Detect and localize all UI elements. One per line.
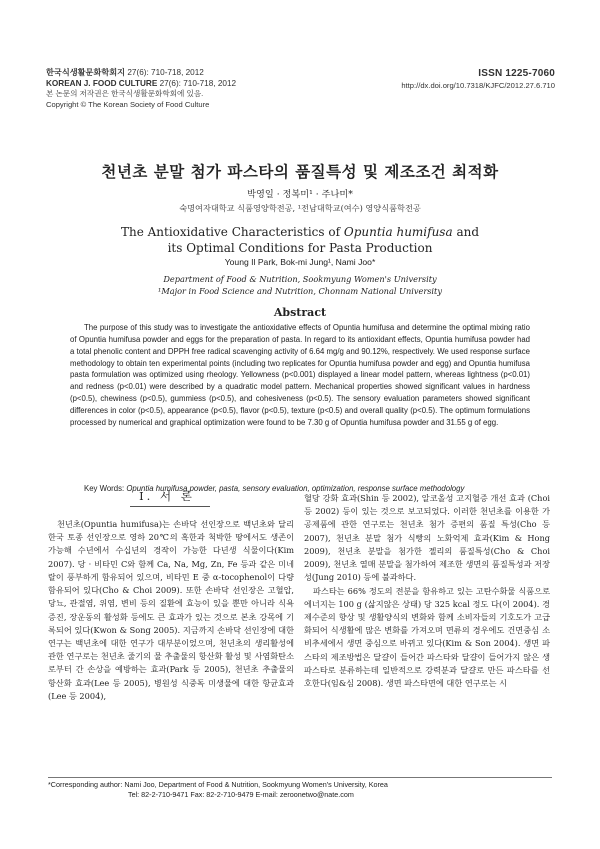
journal-ref-en: 27(6): 710-718, 2012 (157, 78, 237, 88)
identifier-block (401, 68, 555, 90)
footnote-contact: Tel: 82-2-710-9471 Fax: 82-2-710-9479 E-mail: zeroonetwo@nate.com (128, 789, 354, 799)
section-heading-introduction: Ⅰ. 서 론 (139, 489, 195, 503)
journal-name-en: KOREAN J. FOOD CULTURE (46, 78, 158, 88)
footnote-divider (48, 777, 552, 778)
issn: ISSN 1225-7060 (478, 68, 555, 79)
authors-korean: 박영일 · 정복미¹ · 주나미* (247, 189, 353, 200)
affiliations-english (0, 274, 600, 297)
title-korean: 천년초 분말 첨가 파스타의 품질특성 및 제조조건 최적화 (101, 162, 499, 181)
title-english-part2: and (452, 225, 480, 239)
authors-english: Young Il Park, Bok-mi Jung¹, Nami Joo* (224, 257, 376, 267)
abstract-heading: Abstract (273, 306, 327, 319)
footnote (48, 780, 552, 799)
doi-link[interactable]: http://dx.doi.org/10.7318/KJFC/2012.27.6.710 (401, 81, 555, 90)
footnote-author: *Corresponding author: Nami Joo, Department of Food & Nutrition, Sookmyung Women's University, Korea (48, 780, 388, 789)
journal-ref-kr: 27(6): 710-718, 2012 (125, 68, 204, 77)
keywords-list: Opuntia humifusa powder, pasta, sensory evaluation, optimization, response surface methodology (124, 484, 465, 493)
title-english (0, 225, 600, 256)
paragraph: 파스타는 66% 정도의 전분을 함유하고 있는 고탄수화물 식품으로 에너지는 100 g (삶지않은 상태) 당 325 kcal 정도 다(이 2004). 경제수준의 향상 및 생활양식의 변화와 함께 소비자들의 기호도가 고급화되어 식생활에 많은 변화를 가져오며 면류의 경우에도 건면중심 소비추세에서 생면 중심으로 바뀌고 있다(Kim & Son 2004). 생면 파스타의 제조방법은 달걀이 들어간 파스타와 달걀이 들어가지 않은 생파스타로 분류하는데 일반적으로 강력분과 달걀로 만든 파스타를 선호한다(임&심 2008). 생면 파스타면에 대한 연구로는 시 (304, 585, 550, 689)
title-english-line2: its Optimal Conditions for Pasta Production (167, 240, 433, 255)
journal-name-kr: 한국식생활문화학회지 (46, 68, 126, 77)
affiliations-korean: 숙명여자대학교 식품영양학전공, ¹전남대학교(여수) 영양식품학전공 (179, 203, 421, 213)
copyright-kr: 본 논문의 저작권은 한국식생활문화학회에 있음. (46, 89, 204, 98)
title-english-part1: The Antioxidative Characteristics of (120, 225, 344, 239)
section-underline (130, 506, 210, 507)
affiliation-english-2: ¹Major in Food Science and Nutrition, Chonnam National University (158, 285, 442, 296)
paragraph: 천년초(Opuntia humifusa)는 손바닥 선인장으로 백년초와 달리 한국 토종 선인장으로 영하 20℃의 혹한과 척박한 땅에서도 생존이 가능해 수년에서 수십년의 경작이 가능한 다년생 식물이다(Kim 2007). 당 · 비타민 C와 함께 Ca, Na, Mg, Zn, Fe 등과 같은 미네랄이 풍부하게 함유되어 있으며, 비타민 E 중 α-tocophenol이 다량 함유되어 있다(Cho & Choi 2009). 또한 손바닥 선인장은 고혈압, 당뇨, 관절염, 위염, 변비 등의 질환에 효능이 있을 뿐만 아니라 식욕증진, 장운동의 활성화 등에도 큰 효과가 있는 것으로 본초 강목에 기록되어 있다(Kwon & Song 2005). 지금까지 손바닥 선인장에 대한 연구는 백년초에 대한 연구가 대부분이었으며, 천년초의 생리활성에 관한 연구로는 천년초 줄기의 물 추출물의 항산화 활성 및 사염화탄소로부터 간 손상을 예방하는 효과(Park 등 2005), 천년초 추출물의 항산화 효과(Lee 등 2005), 병원성 식중독 미생물에 대한 항균효과(Lee 등 2004), (48, 519, 294, 701)
journal-header (46, 68, 236, 110)
copyright-en: Copyright © The Korean Society of Food Culture (46, 99, 210, 109)
keywords-label: Key Words: (84, 484, 125, 493)
affiliation-english-1: Department of Food & Nutrition, Sookmyung Women's University (163, 274, 437, 284)
right-column (304, 492, 550, 690)
abstract-body: The purpose of this study was to investigate the antioxidative effects of Opuntia humifusa and determine the optimal mixing ratio of Opuntia humifusa powder and eggs for the preparation of pasta. In regard to its antioxidant effects, Opuntia humifusa powder had a total phenolic content and DPPH free radical scavenging activity of 6.64 mg/g and 90.12%, respectively. We used response surface methodology to obtain ten experimental points (including two replicates for Opuntia humifusa powder and egg) and Opuntia humifusa pasta formulation was optimized using rheology. Yellowness (p<0.001) displayed a linear model pattern, whereas lightness (p<0.01) and redness (p<0.01) were described by a quadratic model pattern. Mechanical properties showed significant values in hardness (p<0.5), chewiness (p<0.5), gummiess (p<0.5), and cohesiveness (p<0.5). The sensory evaluation parameters showed significant differences in color (p<0.5), appearance (p<0.5), flavor (p<0.5), texture (p<0.5) and overall quality (p<0.5). The optimum formulations processed by numerical and graphical optimization were found to be 7.30 g of Opuntia humifusa powder and 31.55 g of egg. (70, 323, 530, 427)
left-column (48, 518, 294, 703)
paragraph: 혈당 강화 효과(Shin 등 2002), 알코올성 고지혈증 개선 효과 (Choi 등 2002) 등이 있는 것으로 보고되었다. 이러한 천년초를 이용한 가공제품에 관한 연구로는 천년초 첨가 증편의 품질 특성(Cho 등 2007), 천년초 분말 첨가 식빵의 노화억제 효과(Kim & Hong 2009), 천년초 분말을 첨가한 젤리의 품질특성(Cho & Choi 2009), 천년초 열매 분말을 첨가하여 제조한 생면의 품질특성과 저장성(Jung 2010) 등에 불과하다. (304, 493, 550, 583)
title-english-species: Opuntia humifusa (343, 225, 453, 239)
